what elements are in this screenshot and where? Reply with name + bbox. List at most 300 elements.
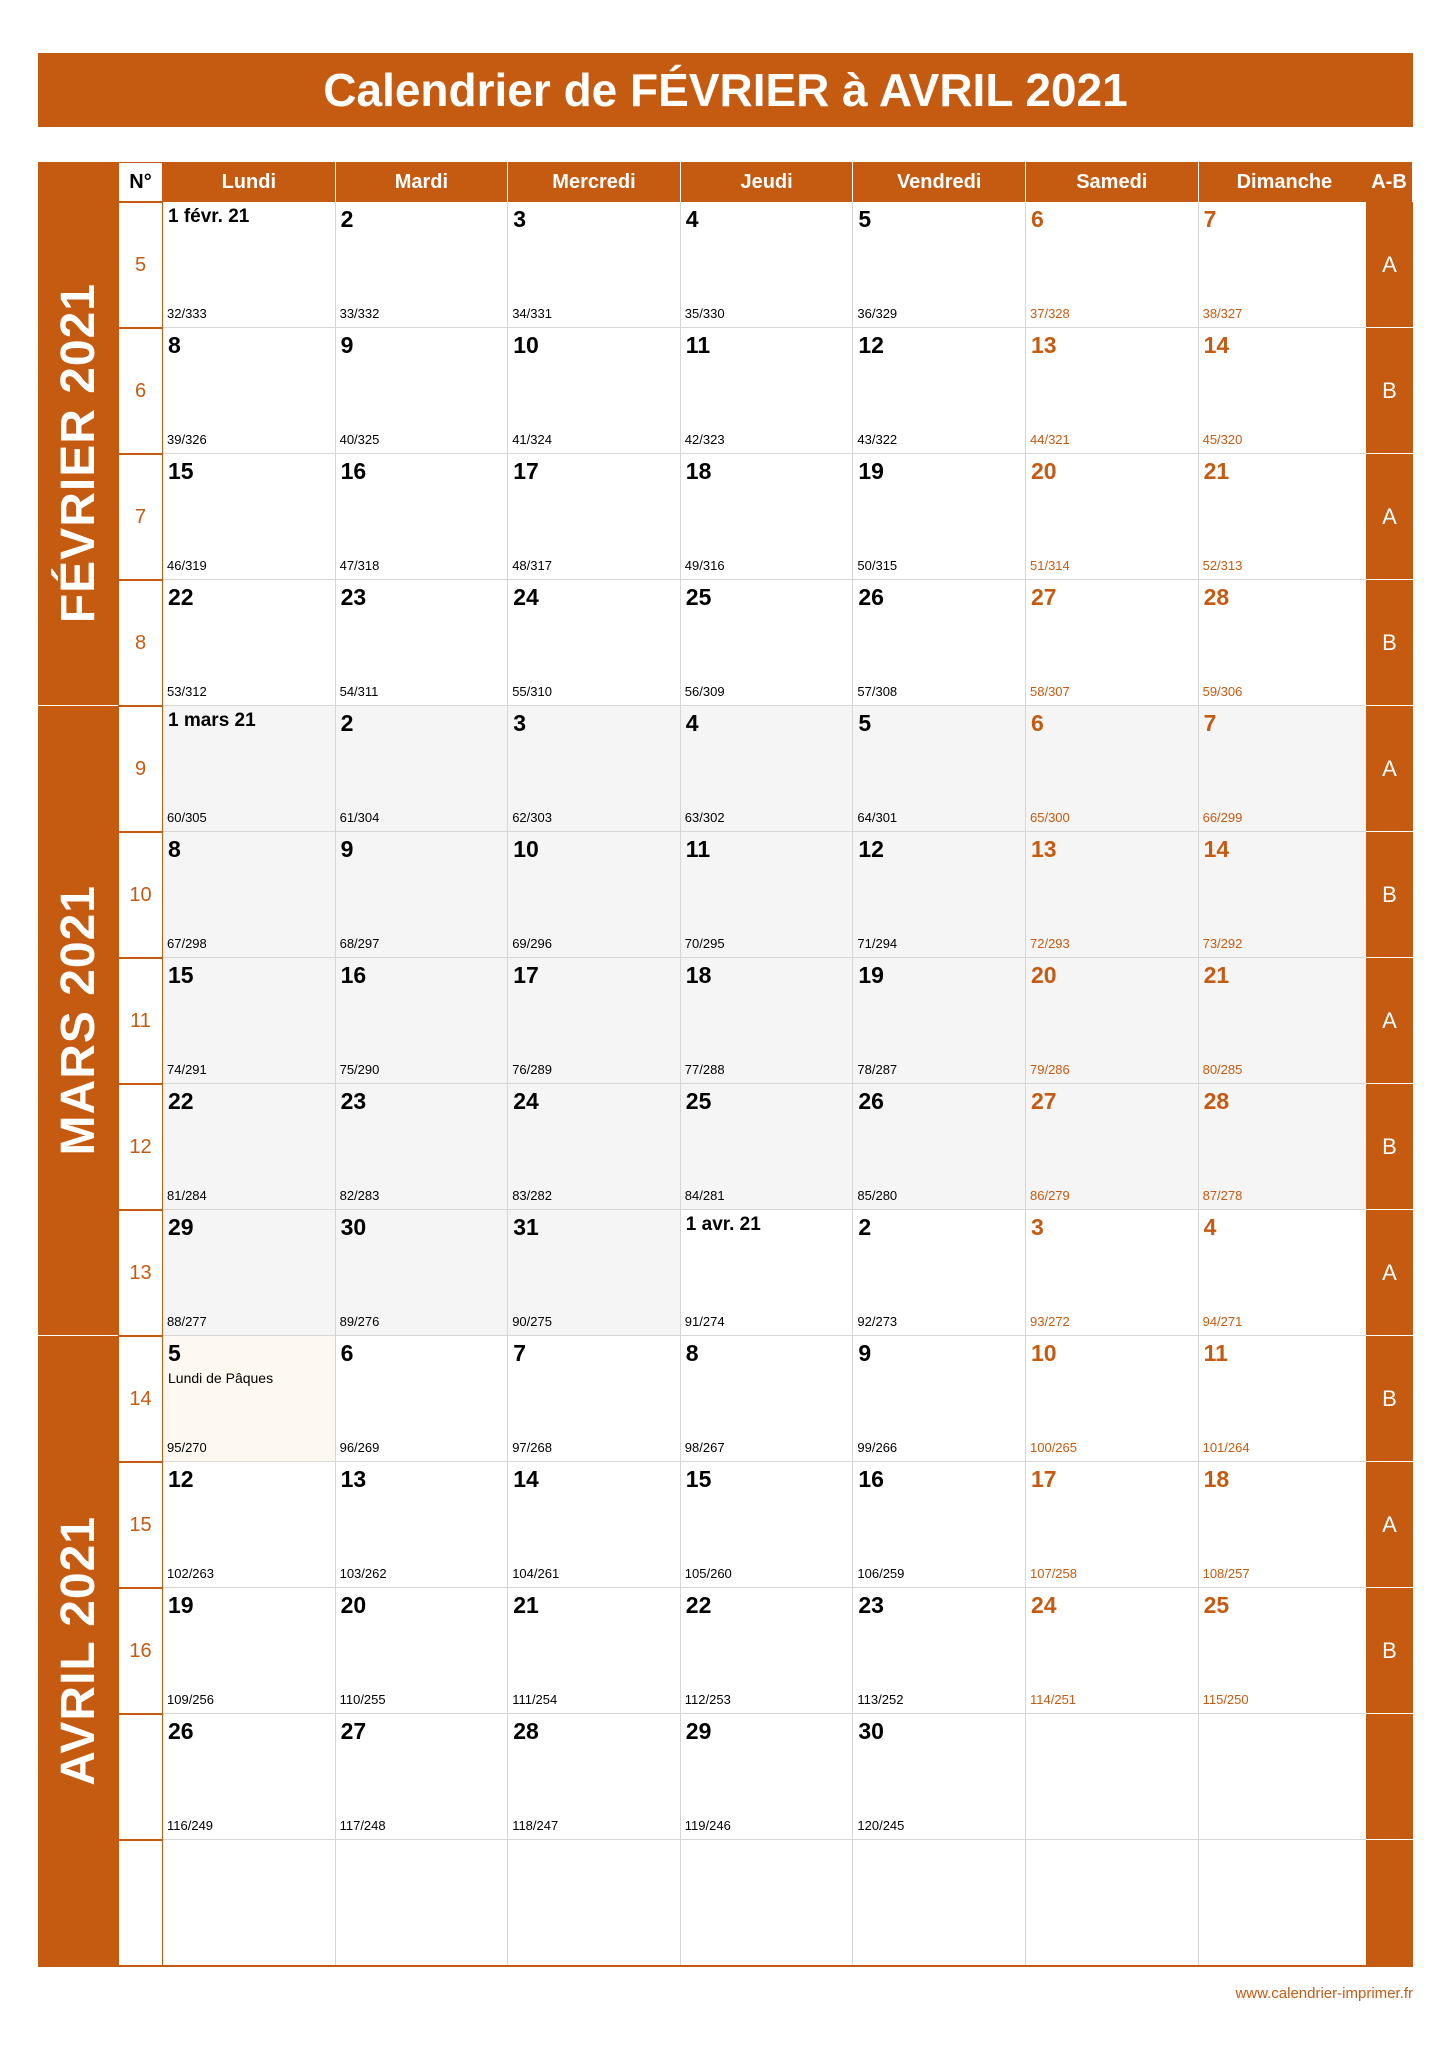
day-of-year-count: 77/288	[684, 1062, 725, 1077]
day-cell[interactable]	[336, 328, 509, 454]
day-cell[interactable]	[508, 328, 681, 454]
month-label: MARS 2021	[51, 885, 105, 1156]
day-of-year-count: 110/255	[339, 1692, 386, 1707]
day-of-year-count: 120/245	[857, 1818, 905, 1833]
day-number: 8	[168, 332, 181, 358]
day-number: 28	[1203, 584, 1230, 610]
day-cell[interactable]	[681, 1462, 854, 1588]
day-cell[interactable]	[681, 202, 854, 328]
day-number: 6	[1031, 206, 1044, 232]
day-of-year-count: 51/314	[1030, 558, 1070, 573]
day-number: 1 févr. 21	[168, 206, 250, 227]
day-of-year-count: 101/264	[1202, 1440, 1250, 1455]
day-cell[interactable]	[1026, 1210, 1199, 1336]
day-number: 11	[1203, 1340, 1228, 1366]
ab-week-letter: A	[1366, 706, 1413, 832]
month-label: AVRIL 2021	[51, 1515, 105, 1786]
day-of-year-count: 84/281	[684, 1188, 725, 1203]
header-blank-cell	[38, 162, 118, 202]
day-number: 5	[858, 206, 872, 232]
day-of-year-count: 78/287	[857, 1062, 898, 1077]
day-cell[interactable]	[853, 1462, 1026, 1588]
day-of-year-count: 41/324	[512, 432, 552, 447]
day-of-year-count: 35/330	[684, 306, 725, 321]
day-cell[interactable]	[1026, 580, 1199, 706]
day-of-year-count: 34/331	[512, 306, 552, 321]
day-of-year-count: 112/253	[684, 1692, 731, 1707]
day-number: 20	[1031, 458, 1057, 484]
day-cell[interactable]	[681, 958, 854, 1084]
day-cell[interactable]	[163, 1084, 336, 1210]
day-number: 3	[1031, 1214, 1044, 1240]
day-of-year-count: 42/323	[684, 432, 725, 447]
day-cell[interactable]	[336, 706, 509, 832]
day-cell[interactable]	[508, 1840, 681, 1966]
day-cell[interactable]	[163, 832, 336, 958]
week-number: 12	[118, 1084, 163, 1210]
week-number: 11	[118, 958, 163, 1084]
day-number: 21	[1203, 458, 1230, 484]
day-number: 15	[168, 962, 194, 988]
day-of-year-count: 47/318	[339, 558, 380, 573]
day-cell[interactable]	[508, 580, 681, 706]
day-cell[interactable]	[853, 202, 1026, 328]
day-number: 10	[1031, 1340, 1057, 1366]
day-number: 7	[1203, 710, 1217, 736]
day-cell[interactable]	[853, 1840, 1026, 1966]
day-of-year-count: 111/254	[512, 1692, 558, 1707]
day-cell[interactable]	[853, 832, 1026, 958]
day-number: 23	[340, 584, 367, 610]
day-cell[interactable]	[1199, 202, 1372, 328]
day-number: 12	[858, 332, 884, 358]
day-number: 22	[168, 1088, 194, 1114]
day-number: 5	[168, 1340, 181, 1366]
day-cell[interactable]	[1026, 1336, 1199, 1462]
day-number: 2	[858, 1214, 872, 1240]
day-of-year-count: 46/319	[167, 558, 207, 573]
day-number: 18	[685, 962, 712, 988]
day-number: 16	[858, 1466, 884, 1492]
day-cell[interactable]	[336, 1336, 509, 1462]
day-cell[interactable]	[163, 580, 336, 706]
day-cell[interactable]	[163, 1462, 336, 1588]
day-of-year-count: 60/305	[167, 810, 207, 825]
day-of-year-count: 96/269	[339, 1440, 380, 1455]
day-number: 4	[685, 710, 699, 736]
ab-week-letter: B	[1366, 328, 1413, 454]
day-of-year-count: 58/307	[1030, 684, 1070, 699]
header-ab: A-B	[1366, 162, 1413, 202]
day-number: 29	[168, 1214, 194, 1240]
day-cell[interactable]	[336, 1084, 509, 1210]
week-number: 5	[118, 202, 163, 328]
day-number: 30	[858, 1718, 884, 1744]
day-cell[interactable]	[508, 1336, 681, 1462]
calendar-title: Calendrier de FÉVRIER à AVRIL 2021	[38, 53, 1413, 127]
day-cell[interactable]	[1199, 832, 1372, 958]
day-of-year-count: 98/267	[684, 1440, 725, 1455]
day-number: 29	[685, 1718, 712, 1744]
holiday-label: Lundi de Pâques	[168, 1370, 274, 1386]
day-cell[interactable]	[1199, 1840, 1372, 1966]
day-cell[interactable]	[1199, 1588, 1372, 1714]
day-of-year-count: 53/312	[167, 684, 207, 699]
day-cell[interactable]	[163, 1588, 336, 1714]
day-of-year-count: 102/263	[167, 1566, 214, 1581]
day-number: 27	[340, 1718, 367, 1744]
day-of-year-count: 113/252	[857, 1692, 904, 1707]
day-cell[interactable]	[336, 1588, 509, 1714]
week-number: 13	[118, 1210, 163, 1336]
day-cell[interactable]	[336, 1714, 509, 1840]
day-number: 14	[513, 1466, 539, 1492]
day-of-year-count: 71/294	[857, 936, 898, 951]
header-day-4: Jeudi	[681, 162, 854, 202]
day-of-year-count: 107/258	[1030, 1566, 1077, 1581]
day-of-year-count: 108/257	[1202, 1566, 1250, 1581]
day-number: 27	[1031, 1088, 1057, 1114]
day-number: 25	[685, 584, 712, 610]
week-number: 10	[118, 832, 163, 958]
day-of-year-count: 75/290	[339, 1062, 380, 1077]
week-number: 15	[118, 1462, 163, 1588]
day-number: 19	[858, 458, 884, 484]
day-of-year-count: 70/295	[684, 936, 725, 951]
day-of-year-count: 93/272	[1030, 1314, 1070, 1329]
day-of-year-count: 117/248	[339, 1818, 386, 1833]
day-number: 19	[168, 1592, 194, 1618]
day-of-year-count: 94/271	[1202, 1314, 1243, 1329]
week-number: 16	[118, 1588, 163, 1714]
day-number: 23	[858, 1592, 884, 1618]
day-cell[interactable]	[853, 1588, 1026, 1714]
day-cell[interactable]	[1199, 1336, 1372, 1462]
day-of-year-count: 40/325	[339, 432, 380, 447]
day-number: 18	[1203, 1466, 1230, 1492]
day-cell[interactable]	[1026, 454, 1199, 580]
day-number: 18	[685, 458, 712, 484]
day-of-year-count: 37/328	[1030, 306, 1070, 321]
day-of-year-count: 68/297	[339, 936, 380, 951]
week-number: 14	[118, 1336, 163, 1462]
header-day-5: Vendredi	[853, 162, 1026, 202]
day-of-year-count: 63/302	[684, 810, 725, 825]
ab-week-letter: B	[1366, 1588, 1413, 1714]
day-cell[interactable]	[163, 1714, 336, 1840]
day-number: 4	[685, 206, 699, 232]
day-number: 14	[1203, 332, 1230, 358]
day-of-year-count: 106/259	[857, 1566, 905, 1581]
day-cell[interactable]	[681, 1588, 854, 1714]
ab-week-letter: A	[1366, 1462, 1413, 1588]
day-cell[interactable]	[681, 454, 854, 580]
day-of-year-count: 67/298	[167, 936, 207, 951]
day-cell[interactable]	[508, 1588, 681, 1714]
day-of-year-count: 100/265	[1030, 1440, 1077, 1455]
day-of-year-count: 95/270	[167, 1440, 207, 1455]
day-of-year-count: 89/276	[339, 1314, 380, 1329]
day-of-year-count: 105/260	[684, 1566, 732, 1581]
day-number: 9	[858, 1340, 872, 1366]
day-cell[interactable]	[1199, 706, 1372, 832]
day-cell[interactable]	[1199, 454, 1372, 580]
day-number: 23	[340, 1088, 367, 1114]
day-number: 9	[340, 836, 354, 862]
day-of-year-count: 54/311	[339, 684, 379, 699]
day-cell[interactable]	[853, 328, 1026, 454]
header-day-7: Dimanche	[1199, 162, 1372, 202]
day-cell[interactable]	[336, 202, 509, 328]
day-of-year-count: 45/320	[1202, 432, 1243, 447]
day-cell[interactable]	[1026, 706, 1199, 832]
day-cell[interactable]	[163, 328, 336, 454]
day-number: 7	[1203, 206, 1217, 232]
day-of-year-count: 62/303	[512, 810, 552, 825]
day-cell[interactable]	[508, 958, 681, 1084]
day-cell[interactable]	[1199, 1210, 1372, 1336]
day-cell[interactable]	[336, 1840, 509, 1966]
day-of-year-count: 79/286	[1030, 1062, 1070, 1077]
day-cell[interactable]	[336, 958, 509, 1084]
day-number: 12	[168, 1466, 194, 1492]
day-cell[interactable]	[1026, 1084, 1199, 1210]
day-number: 27	[1031, 584, 1057, 610]
day-of-year-count: 116/249	[167, 1818, 214, 1833]
day-number: 8	[168, 836, 181, 862]
day-number: 11	[685, 836, 711, 862]
ab-week-letter: A	[1366, 202, 1413, 328]
day-cell[interactable]	[681, 1336, 854, 1462]
day-cell[interactable]	[163, 1840, 336, 1966]
day-of-year-count: 56/309	[684, 684, 725, 699]
header-week-number: N°	[118, 162, 163, 202]
day-of-year-count: 52/313	[1202, 558, 1243, 573]
day-number: 21	[1203, 962, 1230, 988]
ab-week-letter	[1366, 1714, 1413, 1840]
day-number: 28	[1203, 1088, 1230, 1114]
day-of-year-count: 33/332	[339, 306, 380, 321]
ab-week-letter: A	[1366, 958, 1413, 1084]
day-number: 14	[1203, 836, 1230, 862]
day-cell[interactable]	[336, 454, 509, 580]
day-number: 15	[685, 1466, 712, 1492]
day-cell[interactable]	[336, 832, 509, 958]
day-of-year-count: 61/304	[339, 810, 380, 825]
day-cell[interactable]	[681, 1714, 854, 1840]
day-of-year-count: 55/310	[512, 684, 552, 699]
day-of-year-count: 43/322	[857, 432, 898, 447]
day-cell[interactable]	[508, 706, 681, 832]
day-cell[interactable]	[163, 454, 336, 580]
day-number: 17	[513, 962, 539, 988]
week-number	[118, 1714, 163, 1840]
day-of-year-count: 118/247	[512, 1818, 559, 1833]
day-of-year-count: 81/284	[167, 1188, 207, 1203]
website-credit[interactable]: www.calendrier-imprimer.fr	[1235, 1985, 1413, 2002]
month-band-2	[38, 706, 118, 1336]
day-of-year-count: 97/268	[512, 1440, 552, 1455]
day-cell[interactable]	[336, 1462, 509, 1588]
day-cell[interactable]	[1199, 328, 1372, 454]
day-of-year-count: 76/289	[512, 1062, 552, 1077]
day-number: 9	[340, 332, 354, 358]
day-cell[interactable]	[853, 1714, 1026, 1840]
day-of-year-count: 90/275	[512, 1314, 552, 1329]
day-of-year-count: 73/292	[1202, 936, 1243, 951]
week-number: 6	[118, 328, 163, 454]
week-number: 9	[118, 706, 163, 832]
day-cell[interactable]	[1026, 202, 1199, 328]
day-cell[interactable]	[853, 1336, 1026, 1462]
day-number: 31	[513, 1214, 539, 1240]
day-number: 3	[513, 206, 526, 232]
day-of-year-count: 109/256	[167, 1692, 214, 1707]
day-number: 22	[168, 584, 194, 610]
day-number: 28	[513, 1718, 539, 1744]
day-cell[interactable]	[163, 1336, 336, 1462]
day-of-year-count: 74/291	[167, 1062, 207, 1077]
day-number: 3	[513, 710, 526, 736]
day-of-year-count: 49/316	[684, 558, 725, 573]
day-number: 20	[1031, 962, 1057, 988]
day-cell[interactable]	[508, 832, 681, 958]
day-cell[interactable]	[1199, 1462, 1372, 1588]
day-cell[interactable]	[1026, 1588, 1199, 1714]
day-cell[interactable]	[508, 1210, 681, 1336]
day-cell[interactable]	[853, 706, 1026, 832]
day-number: 13	[340, 1466, 367, 1492]
day-of-year-count: 114/251	[1030, 1692, 1077, 1707]
day-cell[interactable]	[1026, 958, 1199, 1084]
day-cell[interactable]	[681, 328, 854, 454]
day-cell[interactable]	[1199, 958, 1372, 1084]
day-cell[interactable]	[1026, 1714, 1199, 1840]
day-cell[interactable]	[336, 580, 509, 706]
day-cell[interactable]	[508, 1714, 681, 1840]
day-cell[interactable]	[1026, 328, 1199, 454]
day-number: 15	[168, 458, 194, 484]
day-of-year-count: 87/278	[1202, 1188, 1243, 1203]
day-of-year-count: 104/261	[512, 1566, 560, 1581]
day-number: 16	[340, 962, 367, 988]
month-band-1	[38, 202, 118, 706]
day-number: 24	[513, 584, 539, 610]
day-number: 6	[1031, 710, 1044, 736]
day-cell[interactable]	[1199, 580, 1372, 706]
day-cell[interactable]	[853, 454, 1026, 580]
day-cell[interactable]	[853, 1084, 1026, 1210]
day-cell[interactable]	[1199, 1714, 1372, 1840]
day-cell[interactable]	[1026, 1462, 1199, 1588]
day-of-year-count: 80/285	[1202, 1062, 1243, 1077]
day-cell[interactable]	[1026, 1840, 1199, 1966]
header-day-3: Mercredi	[508, 162, 681, 202]
day-of-year-count: 64/301	[857, 810, 898, 825]
ab-week-letter: A	[1366, 454, 1413, 580]
day-number: 10	[513, 836, 539, 862]
day-of-year-count: 32/333	[167, 306, 207, 321]
day-number: 16	[340, 458, 367, 484]
ab-week-letter: A	[1366, 1210, 1413, 1336]
day-cell[interactable]	[1199, 1084, 1372, 1210]
day-cell[interactable]	[163, 706, 336, 832]
day-of-year-count: 44/321	[1030, 432, 1070, 447]
day-of-year-count: 59/306	[1202, 684, 1243, 699]
day-of-year-count: 91/274	[684, 1314, 725, 1329]
day-of-year-count: 88/277	[167, 1314, 207, 1329]
day-of-year-count: 119/246	[684, 1818, 731, 1833]
day-cell[interactable]	[681, 1084, 854, 1210]
day-cell[interactable]	[681, 706, 854, 832]
day-of-year-count: 99/266	[857, 1440, 898, 1455]
month-band-3	[38, 1336, 118, 1966]
day-cell[interactable]	[508, 1462, 681, 1588]
day-cell[interactable]	[681, 832, 854, 958]
day-number: 17	[513, 458, 539, 484]
day-number: 21	[513, 1592, 539, 1618]
day-of-year-count: 115/250	[1202, 1692, 1249, 1707]
day-of-year-count: 50/315	[857, 558, 898, 573]
day-number: 22	[685, 1592, 712, 1618]
day-cell[interactable]	[508, 202, 681, 328]
day-number: 13	[1031, 332, 1057, 358]
day-number: 4	[1203, 1214, 1217, 1240]
day-cell[interactable]	[681, 1210, 854, 1336]
week-number	[118, 1840, 163, 1966]
day-number: 11	[685, 332, 711, 358]
day-number: 19	[858, 962, 884, 988]
day-of-year-count: 57/308	[857, 684, 898, 699]
day-number: 26	[168, 1718, 194, 1744]
ab-week-letter: B	[1366, 832, 1413, 958]
day-number: 2	[340, 710, 354, 736]
day-cell[interactable]	[853, 1210, 1026, 1336]
day-cell[interactable]	[1026, 832, 1199, 958]
calendar-grid	[38, 162, 1413, 1963]
day-cell[interactable]	[853, 958, 1026, 1084]
day-cell[interactable]	[163, 202, 336, 328]
day-cell[interactable]	[853, 580, 1026, 706]
day-cell[interactable]	[681, 580, 854, 706]
day-cell[interactable]	[508, 454, 681, 580]
day-number: 2	[340, 206, 354, 232]
day-cell[interactable]	[163, 958, 336, 1084]
day-of-year-count: 92/273	[857, 1314, 898, 1329]
day-of-year-count: 83/282	[512, 1188, 552, 1203]
day-cell[interactable]	[336, 1210, 509, 1336]
day-number: 25	[685, 1088, 712, 1114]
day-of-year-count: 85/280	[857, 1188, 898, 1203]
day-cell[interactable]	[508, 1084, 681, 1210]
day-number: 24	[1031, 1592, 1057, 1618]
day-of-year-count: 72/293	[1030, 936, 1070, 951]
day-cell[interactable]	[681, 1840, 854, 1966]
day-of-year-count: 103/262	[339, 1566, 387, 1581]
day-number: 1 mars 21	[168, 710, 256, 731]
day-number: 5	[858, 710, 872, 736]
day-cell[interactable]	[163, 1210, 336, 1336]
day-number: 25	[1203, 1592, 1230, 1618]
ab-week-letter: B	[1366, 1084, 1413, 1210]
day-number: 12	[858, 836, 884, 862]
week-number: 7	[118, 454, 163, 580]
ab-week-letter	[1366, 1840, 1413, 1966]
day-of-year-count: 48/317	[512, 558, 552, 573]
day-of-year-count: 69/296	[512, 936, 552, 951]
day-number: 7	[513, 1340, 526, 1366]
day-number: 26	[858, 584, 884, 610]
